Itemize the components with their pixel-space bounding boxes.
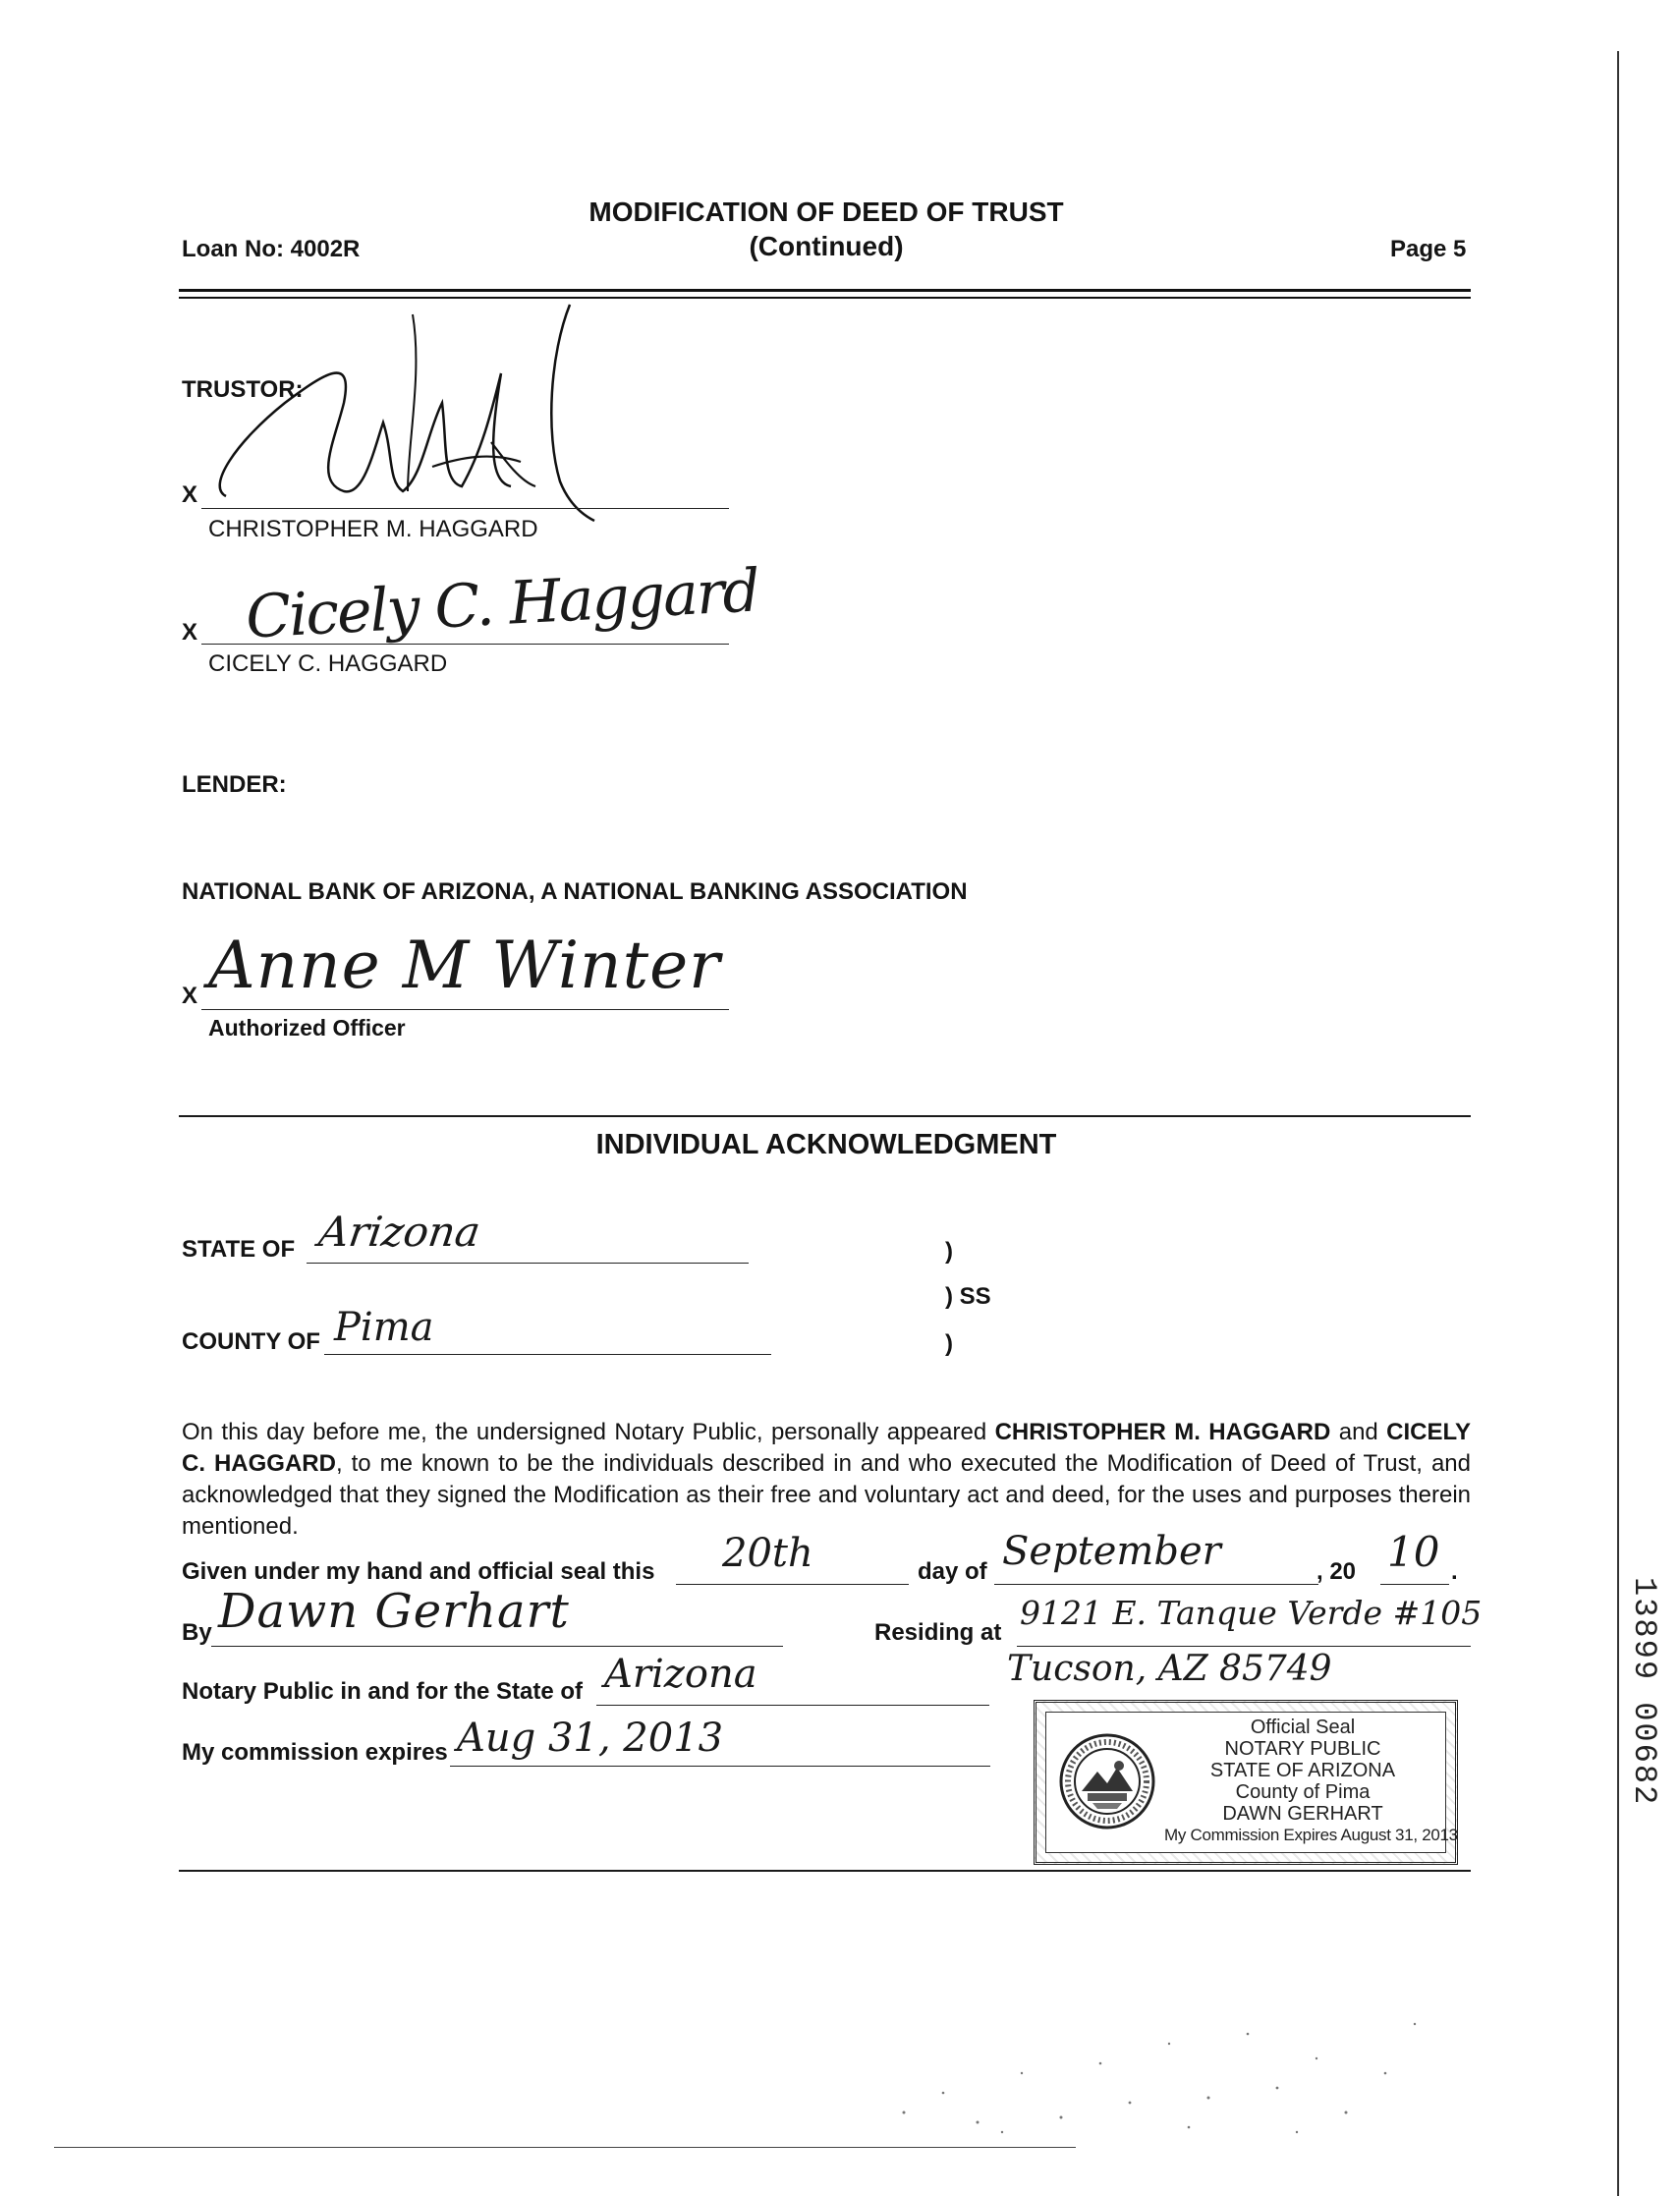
- bottom-rule: [179, 1870, 1471, 1872]
- state-line: [307, 1263, 749, 1264]
- trustor1-x-mark: X: [182, 481, 198, 508]
- residing-line-1: 9121 E. Tanque Verde #105: [1020, 1594, 1483, 1632]
- paragraph-text-and: and: [1330, 1419, 1387, 1445]
- section-rule: [179, 1115, 1471, 1117]
- residing-line: [1017, 1646, 1471, 1647]
- by-line: [211, 1646, 783, 1647]
- notary-state-line: [596, 1705, 989, 1706]
- trustor2-name: CICELY C. HAGGARD: [208, 650, 448, 677]
- given-day-line: [676, 1584, 909, 1585]
- residing-line-2: Tucson, AZ 85749: [1007, 1649, 1332, 1689]
- venue-paren-3: ): [945, 1330, 953, 1357]
- paragraph-text-2: , to me known to be the individuals described in and who executed the Modification of Deed of Trust, and acknowledged that they signed the Modification as their free and voluntary act and deed, for the uses and purposes therein mentioned.: [182, 1450, 1471, 1540]
- month-value: September: [1002, 1529, 1221, 1574]
- lender-label: LENDER:: [182, 771, 287, 798]
- date-period: .: [1451, 1558, 1458, 1585]
- expires-line: [450, 1766, 990, 1767]
- scan-bottom-line: [54, 2147, 1076, 2148]
- trustor-label: TRUSTOR:: [182, 376, 304, 403]
- seal-line-4: County of Pima: [1235, 1781, 1371, 1803]
- seal-line-6: My Commission Expires August 31, 2013: [1164, 1826, 1458, 1844]
- county-label: COUNTY OF: [182, 1328, 320, 1355]
- county-line: [324, 1354, 771, 1355]
- year-line: [1380, 1584, 1449, 1585]
- venue-paren-1: ): [945, 1238, 953, 1265]
- venue-ss: ) SS: [945, 1283, 991, 1310]
- paragraph-text-1: On this day before me, the undersigned Notary Public, personally appeared: [182, 1419, 995, 1445]
- notary-state-value: Arizona: [604, 1652, 757, 1697]
- expires-label: My commission expires: [182, 1739, 448, 1766]
- state-label: STATE OF: [182, 1236, 296, 1263]
- acknowledgment-paragraph: [182, 1417, 1471, 1543]
- header-rule-top: [179, 289, 1471, 292]
- lender-x-mark: X: [182, 983, 198, 1009]
- notary-state-label: Notary Public in and for the State of: [182, 1678, 584, 1705]
- by-label: By: [182, 1619, 212, 1646]
- trustor1-signature-line: [201, 508, 729, 509]
- trustor1-name: CHRISTOPHER M. HAGGARD: [208, 516, 538, 542]
- margin-recording-stamp: 13899 00682: [1626, 1577, 1662, 1807]
- document-title: MODIFICATION OF DEED OF TRUST: [588, 197, 1064, 227]
- month-line: [994, 1584, 1318, 1585]
- seal-line-3: STATE OF ARIZONA: [1209, 1760, 1396, 1781]
- paragraph-name-1: CHRISTOPHER M. HAGGARD: [994, 1419, 1331, 1445]
- given-day: 20th: [722, 1531, 813, 1576]
- notary-signature: Dawn Gerhart: [218, 1584, 570, 1639]
- county-value: Pima: [334, 1305, 434, 1350]
- day-of-label: day of: [918, 1558, 987, 1585]
- given-label: Given under my hand and official seal this: [182, 1558, 655, 1585]
- expires-value: Aug 31, 2013: [457, 1716, 724, 1761]
- seal-line-1: Official Seal: [1250, 1717, 1356, 1738]
- document-subtitle: (Continued): [749, 231, 904, 261]
- year-prefix: , 20: [1316, 1558, 1357, 1585]
- trustor-signature-1: [196, 295, 609, 531]
- seal-text: [1164, 1717, 1458, 1846]
- loan-number: Loan No: 4002R: [182, 236, 361, 262]
- trustor2-x-mark: X: [182, 619, 198, 646]
- arizona-state-seal-icon: [1058, 1732, 1156, 1830]
- acknowledgment-heading: INDIVIDUAL ACKNOWLEDGMENT: [595, 1129, 1057, 1160]
- page-edge-line: [1617, 51, 1619, 2196]
- authorized-officer-label: Authorized Officer: [208, 1015, 406, 1041]
- seal-line-2: NOTARY PUBLIC: [1224, 1738, 1381, 1760]
- trustor2-signature-line: [201, 644, 729, 645]
- state-value: Arizona: [315, 1208, 483, 1256]
- lender-name: NATIONAL BANK OF ARIZONA, A NATIONAL BANKING ASSOCIATION: [182, 878, 968, 905]
- lender-signature-line: [201, 1009, 729, 1010]
- seal-line-5: DAWN GERHART: [1222, 1803, 1383, 1825]
- paragraph-name-2: CICELY C. HAGGARD: [182, 1419, 1471, 1477]
- year-suffix: 10: [1387, 1528, 1440, 1576]
- trustor2-signature: Cicely C. Haggard: [244, 556, 760, 652]
- residing-label: Residing at: [874, 1619, 1002, 1646]
- notary-seal: [1034, 1700, 1458, 1865]
- page-number: Page 5: [1390, 236, 1467, 262]
- lender-signature: Anne M Winter: [208, 928, 721, 1003]
- scan-noise: [884, 2004, 1434, 2142]
